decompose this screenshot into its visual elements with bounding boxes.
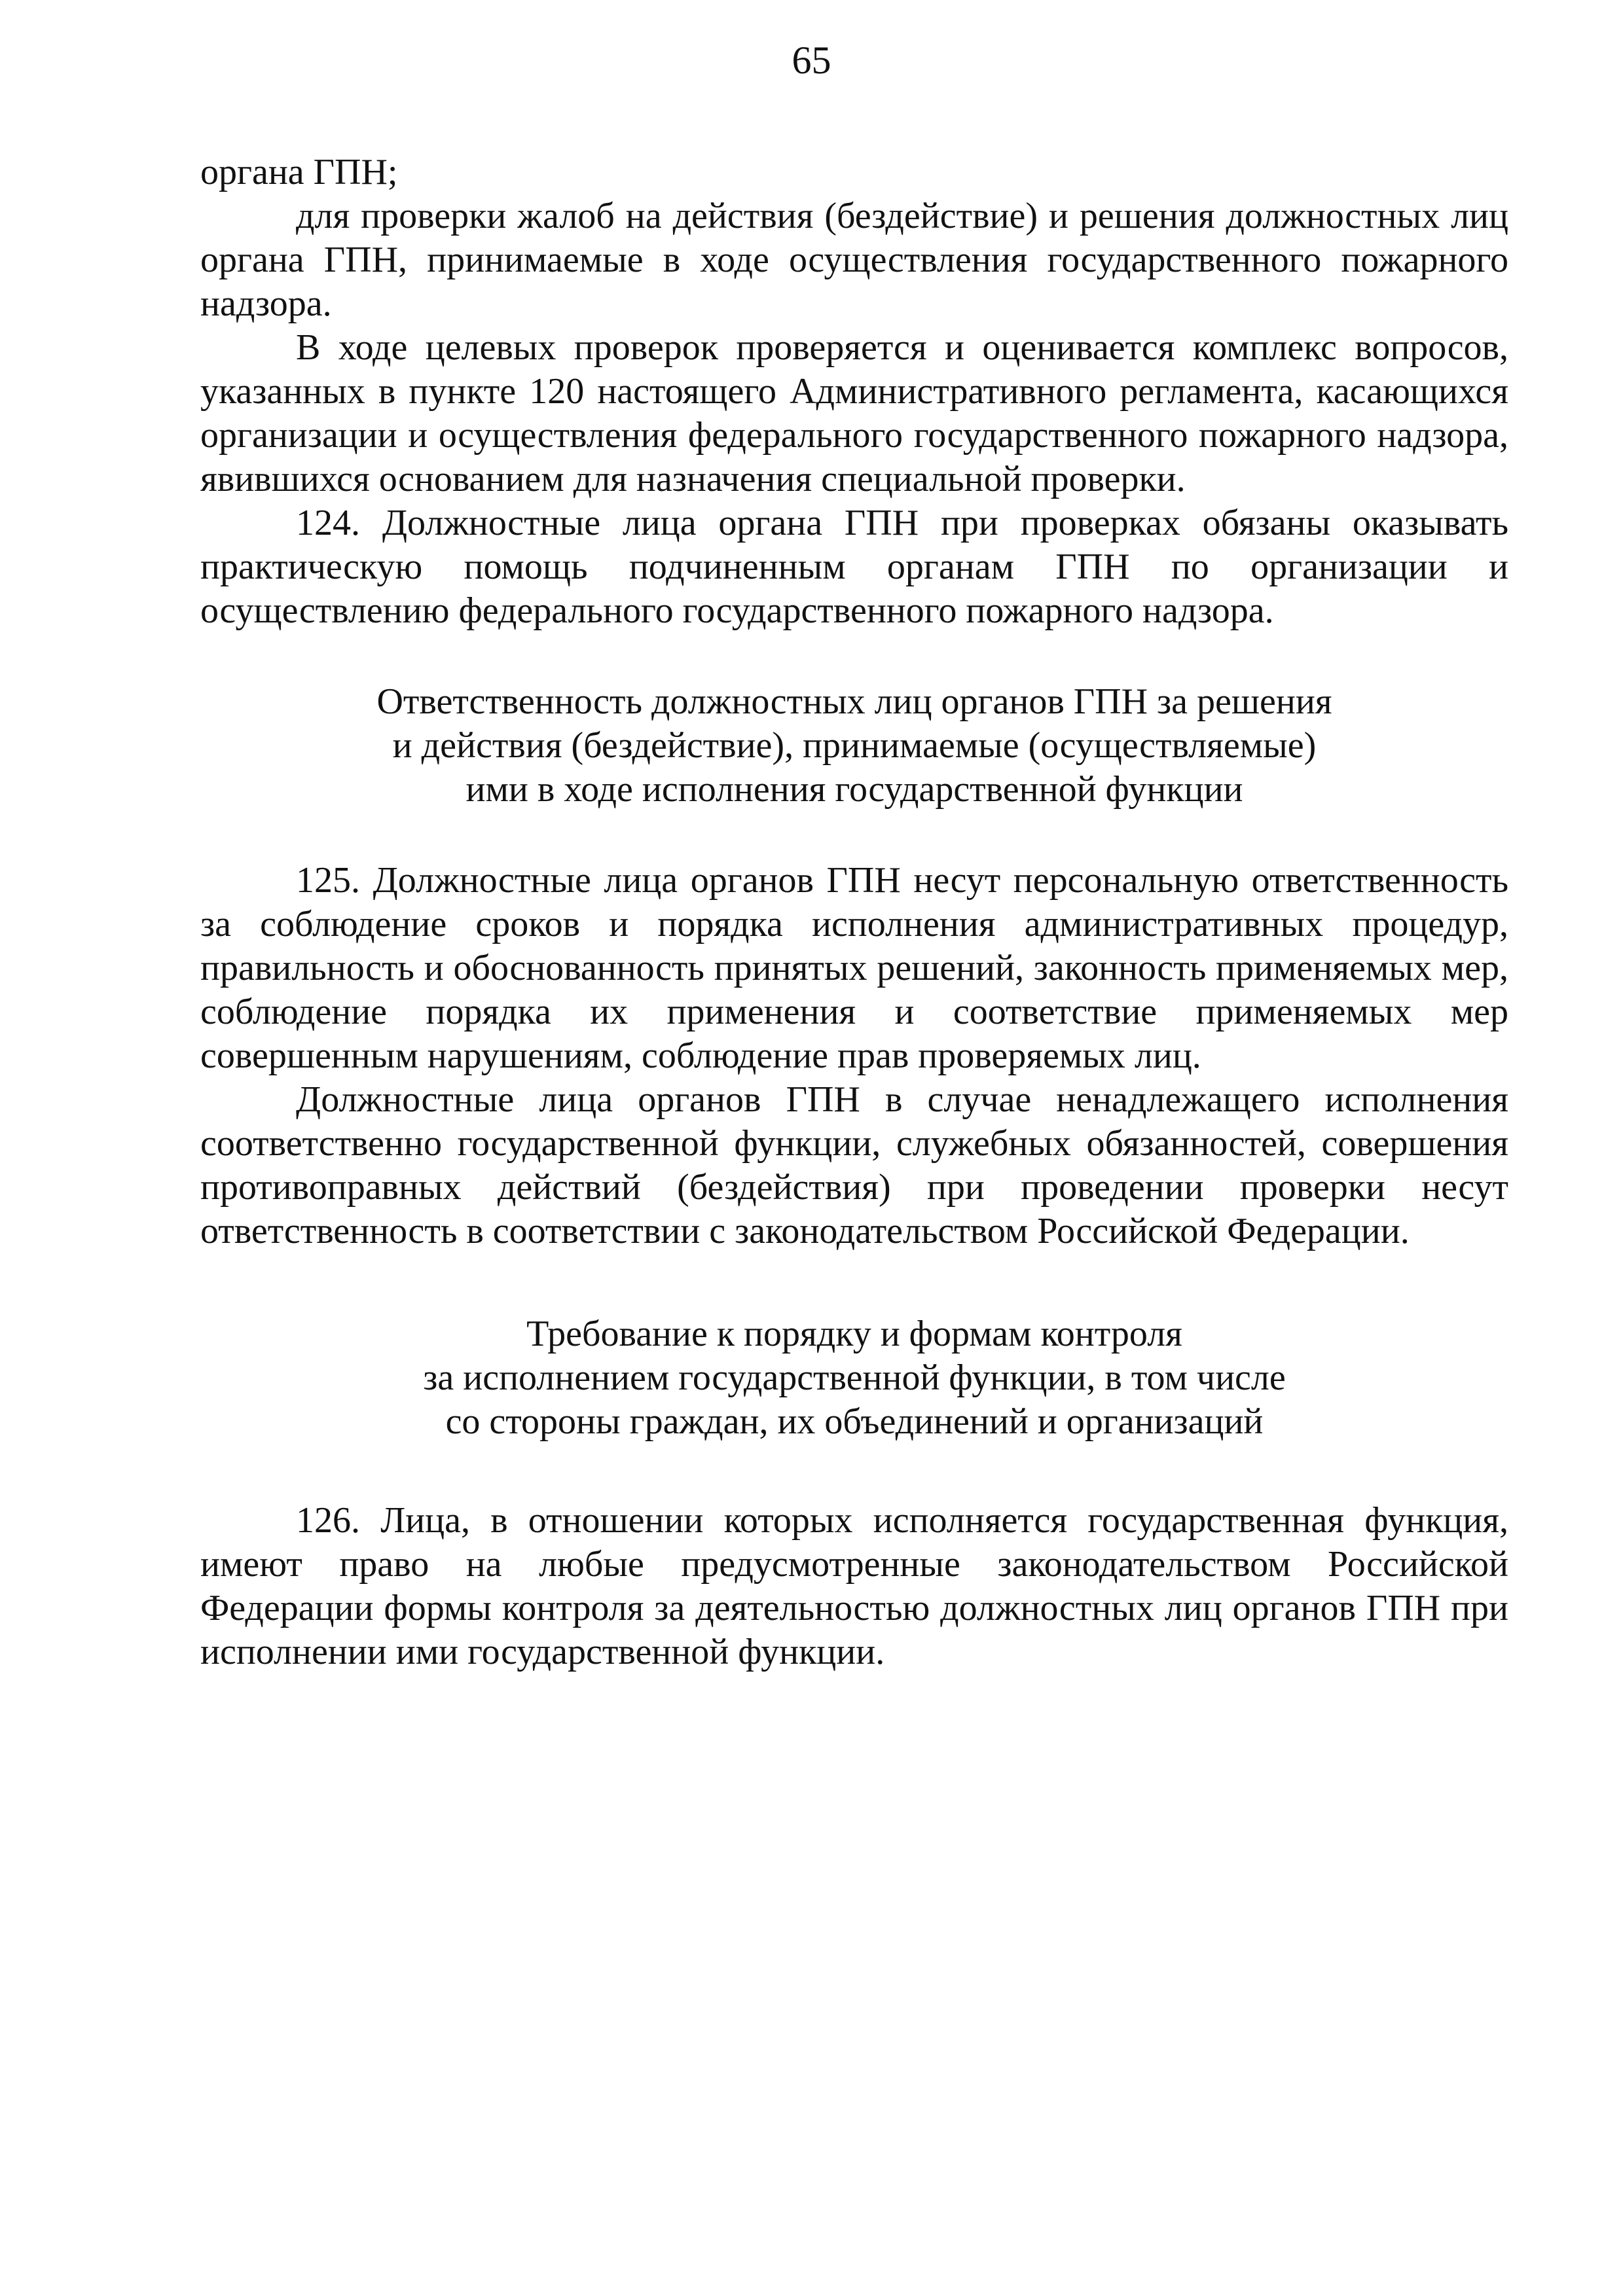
heading-line: за исполнением государственной функции, в том числе: [423, 1357, 1286, 1398]
paragraph-124: 124. Должностные лица органа ГПН при проверках обязаны оказывать практическую помощь подчиненным органам ГПН по организации и осуществлению федерального государственного пожарного надзора.: [200, 503, 1508, 631]
paragraph-liability: Должностные лица органов ГПН в случае ненадлежащего исполнения соответственно государственной функции, служебных обязанностей, совершения противоправных действий (бездействия) при проведении проверки несут ответственность в соответствии с законодательством Российской Федерации.: [200, 1079, 1508, 1251]
paragraph-complaints: для проверки жалоб на действия (бездействие) и решения должностных лиц органа ГПН, принимаемые в ходе осуществления государственного пожарного надзора.: [200, 196, 1508, 324]
heading-line: Требование к порядку и формам контроля: [526, 1314, 1182, 1354]
section-heading-responsibility: [200, 680, 1508, 812]
paragraph-125: 125. Должностные лица органов ГПН несут персональную ответственность за соблюдение сроков и порядка исполнения административных процедур, правильность и обоснованность принятых решений, законность применяемых мер, соблюдение порядка их применения и соответствие применяемых мер совершенным нарушениям, соблюдение прав проверяемых лиц.: [200, 860, 1508, 1076]
page-content: [200, 151, 1508, 1674]
heading-line: Ответственность должностных лиц органов ГПН за решения: [376, 681, 1332, 722]
paragraph-126: 126. Лица, в отношении которых исполняется государственная функция, имеют право на любые предусмотренные законодательством Российской Федерации формы контроля за деятельностью должностных лиц органов ГПН при исполнении ими государственной функции.: [200, 1500, 1508, 1672]
page-number: 65: [792, 39, 831, 82]
paragraph-targeted-checks: В ходе целевых проверок проверяется и оценивается комплекс вопросов, указанных в пункте 120 настоящего Административного регламента, касающихся организации и осуществления федерального государственного пожарного надзора, явившихся основанием для назначения специальной проверки.: [200, 327, 1508, 499]
heading-line: ими в ходе исполнения государственной функции: [465, 769, 1243, 810]
heading-line: и действия (бездействие), принимаемые (осуществляемые): [392, 725, 1317, 766]
heading-line: со стороны граждан, их объединений и организаций: [445, 1401, 1264, 1442]
section-heading-control: [200, 1312, 1508, 1444]
paragraph-continuation: органа ГПН;: [200, 152, 398, 192]
